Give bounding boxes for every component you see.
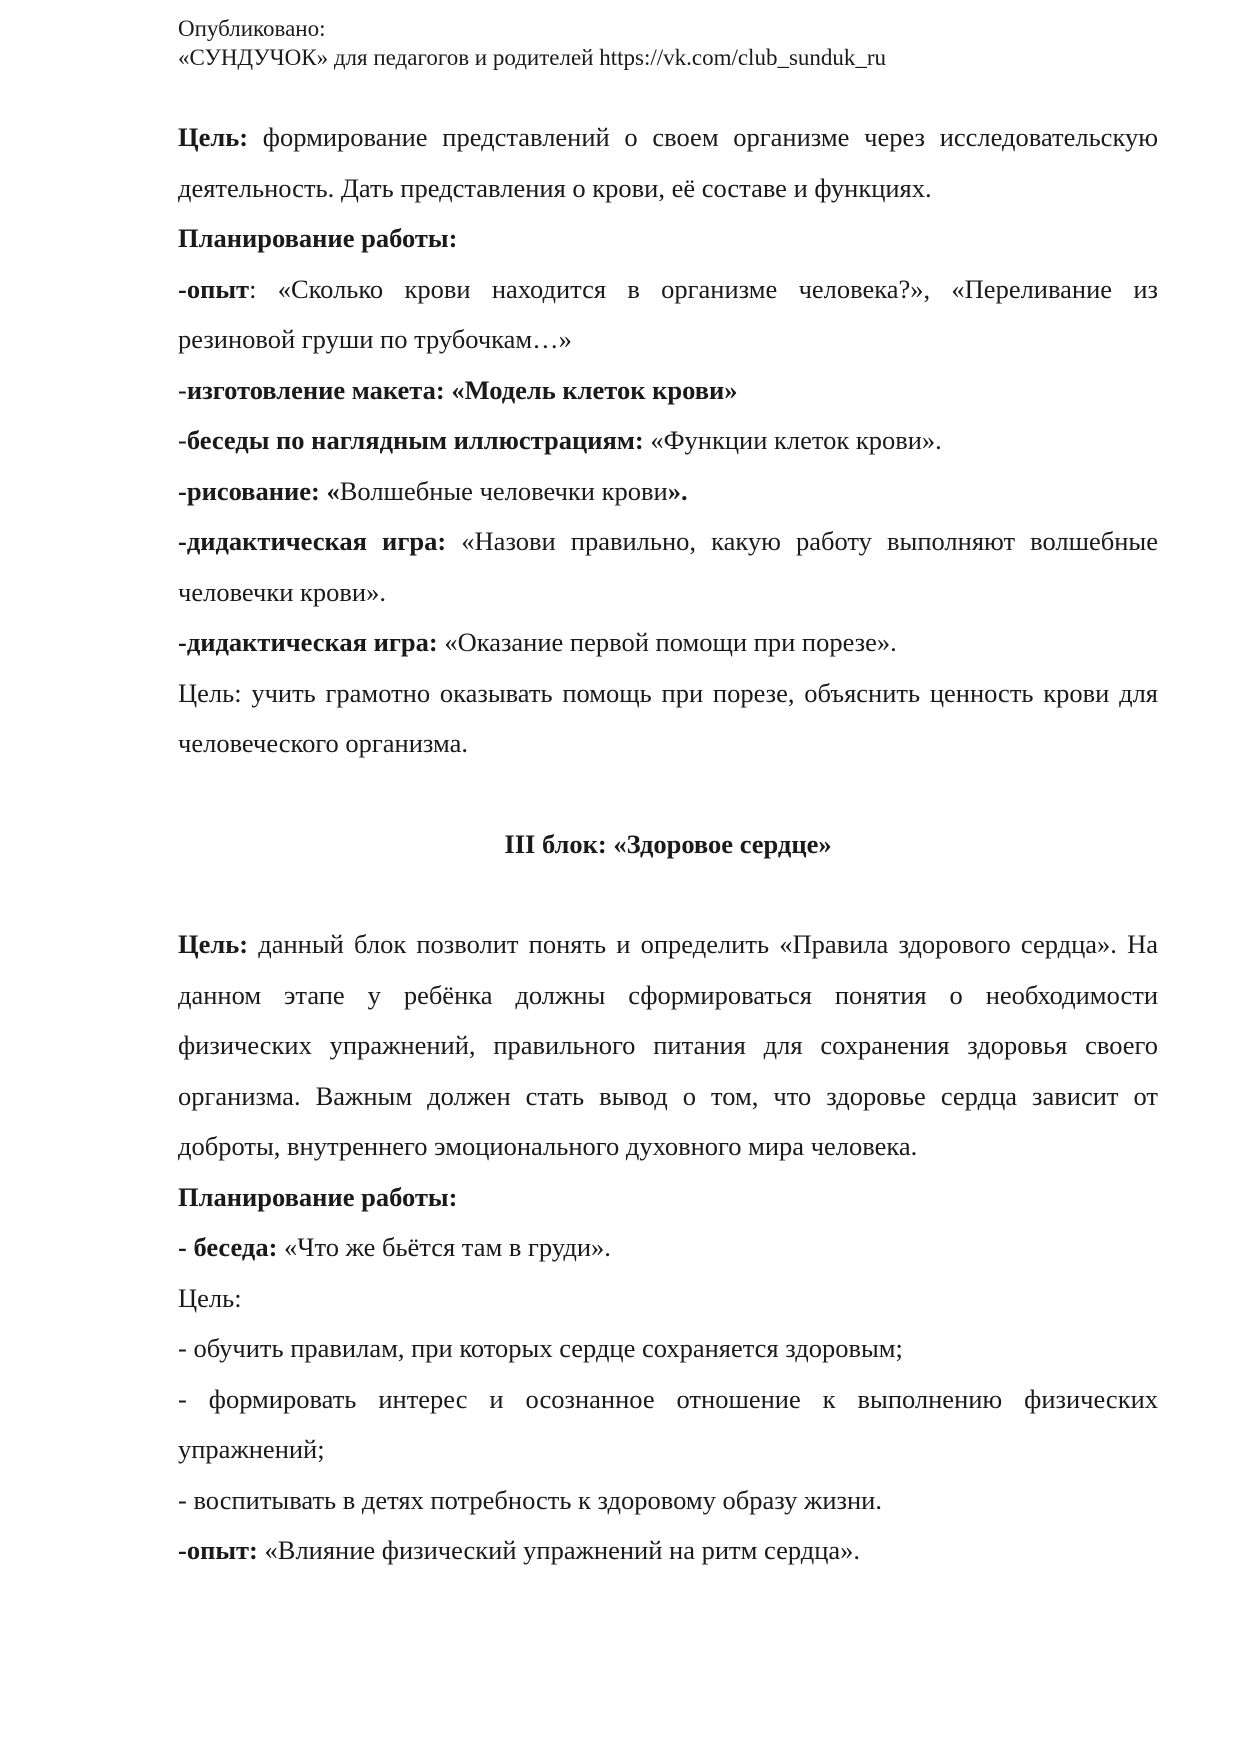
goal-label: Цель:: [178, 122, 249, 152]
spacer: [178, 769, 1158, 819]
block2-item-drawing: -рисование: «Волшебные человечки крови».: [178, 475, 688, 506]
header-published-label: Опубликовано:: [178, 16, 326, 41]
block3-goal-heading: Цель:: [178, 1282, 242, 1313]
block3-goal: Цель: данный блок позволит понять и определить «Правила здорового сердца». На данном этапе у ребёнка должны сформироваться понятия о необходимости физических упражнений, правильного питания для сохранения здоровья своего организма. Важным должен стать вывод о том, что здоровье сердца зависит от доброты, внутреннего эмоционального духовного мира человека.: [178, 929, 1158, 1161]
block3-talk: - беседа: «Что же бьётся там в груди».: [178, 1232, 611, 1262]
block2-item-game-1: -дидактическая игра: «Назови правильно, какую работу выполняют волшебные человечки крови».: [178, 526, 1159, 607]
block3-goal-item: - обучить правилам, при которых сердце сохраняется здоровым;: [178, 1333, 903, 1363]
block3-goal-item: - формировать интерес и осознанное отношение к выполнению физических упражнений;: [178, 1383, 1158, 1464]
block2-item-game-2: -дидактическая игра: «Оказание первой помощи при порезе».: [178, 627, 897, 657]
publication-header: [178, 14, 886, 72]
block2-goal: [178, 112, 1158, 213]
block2-item-talks: -беседы по наглядным иллюстрациям: «Функции клеток крови».: [178, 425, 942, 455]
block2-item-experiment: -опыт: «Сколько крови находится в организме человека?», «Переливание из резиновой груши по трубочкам…»: [178, 273, 1158, 354]
spacer: [178, 869, 1158, 919]
block2-item-model: -изготовление макета: «Модель клеток крови»: [178, 374, 738, 405]
block3-goal-item: - воспитывать в детях потребность к здоровому образу жизни.: [178, 1484, 882, 1515]
document-body: [178, 112, 1158, 1576]
block2-item-goal: Цель: учить грамотно оказывать помощь при порезе, объяснить ценность крови для человеческого организма.: [178, 677, 1158, 758]
block3-planning-title: Планирование работы:: [178, 1181, 458, 1212]
block3-title: III блок: «Здоровое сердце»: [504, 828, 832, 859]
block2-planning-title: Планирование работы:: [178, 223, 458, 253]
block3-experiment: -опыт: «Влияние физический упражнений на ритм сердца».: [178, 1535, 861, 1565]
header-source-line: «СУНДУЧОК» для педагогов и родителей https://vk.com/club_sunduk_ru: [178, 45, 887, 70]
goal-text: формирование представлений о своем организме через исследовательскую деятельность. Дать представления о крови, её составе и функциях.: [178, 122, 1158, 203]
